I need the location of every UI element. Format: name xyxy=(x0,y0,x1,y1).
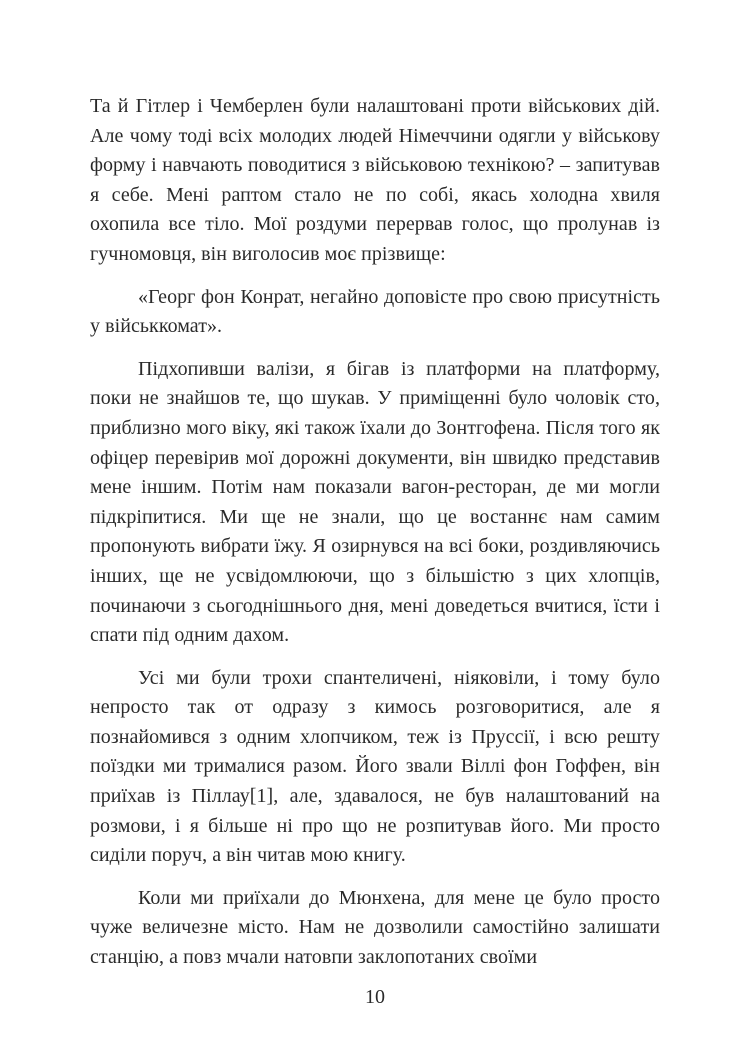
paragraph-3: Підхопивши валізи, я бігав із платформи на платформу, поки не знайшов те, що шукав. У приміщенні було чоловік сто, приблизно мого віку, які також їхали до Зонтгофена. Після того як офіцер перевірив мої дорожні документи, він швидко представив мене іншим. Потім нам показали вагон-ресторан, де ми могли підкріпитися. Ми ще не знали, що це востаннє нам самим пропонують вибрати їжу. Я озирнувся на всі боки, роздивляючись інших, ще не усвідомлюючи, що з більшістю з цих хлопців, починаючи з сьогоднішнього дня, мені доведеться вчитися, їсти і спати під одним дахом. xyxy=(90,357,660,647)
page-number: 10 xyxy=(365,986,385,1008)
paragraph-1: Та й Гітлер і Чемберлен були налаштовані проти військових дій. Але чому тоді всіх молодих людей Німеччини одягли у військову форму і навчають поводитися з військовою технікою? – запитував я себе. Мені раптом стало не по собі, якась холодна хвиля охопила все тіло. Мої роздуми перервав голос, що пролунав із гучномовця, він виголосив моє прізвище: xyxy=(90,95,660,265)
body-text xyxy=(90,92,660,986)
paragraph-5: Коли ми приїхали до Мюнхена, для мене це було просто чуже величезне місто. Нам не дозволили самостійно залишати станцію, а повз мчали натовпи заклопотаних своїми xyxy=(90,886,660,969)
paragraph-4: Усі ми були трохи спантеличені, ніяковіли, і тому було непросто так от одразу з кимось розговоритися, але я познайомився з одним хлопчиком, теж із Пруссії, і всю решту поїздки ми трималися разом. Його звали Віллі фон Гоффен, він приїхав із Піллау[1], але, здавалося, не був налаштований на розмови, і я більше ні про що не розпитував його. Ми просто сиділи поруч, а він читав мою книгу. xyxy=(90,666,660,867)
paragraph-2-quote: «Георг фон Конрат, негайно доповісте про свою присутність у військкомат». xyxy=(90,285,660,338)
